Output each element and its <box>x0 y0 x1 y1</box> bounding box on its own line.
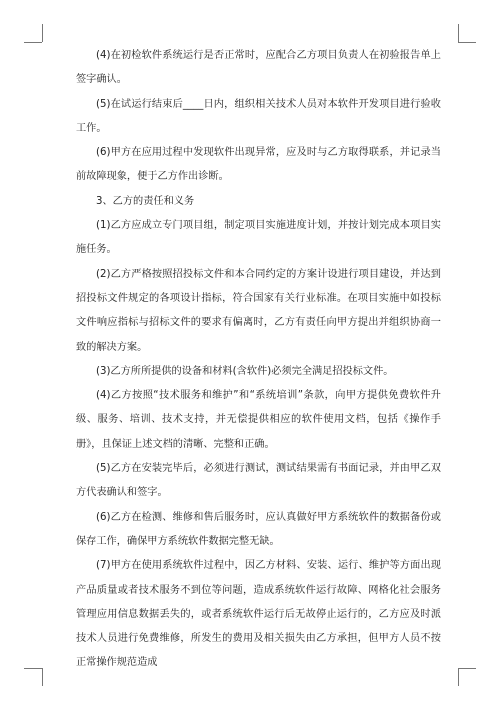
paragraph: (6)甲方在应用过程中发现软件出现异常，应及时与乙方取得联系，并记录当前故障现象，便于乙方作出诊断。 <box>76 147 441 183</box>
paragraph: (5)在试运行结束后____日内，组织相关技术人员对本软件开发项目进行验收工作。 <box>76 98 441 134</box>
paragraph: (6)乙方在检测、维修和售后服务时，应认真做好甲方系统软件的数据备份或保存工作，确保甲方系统软件数据完整无缺。 <box>76 511 441 547</box>
paragraph: (4)乙方按照“技术服务和维护”和“系统培训”条款，向甲方提供免费软件升级、服务、培训、技术支持，并无偿提供相应的软件使用文档，包括《操作手册》，且保证上述文档的清晰、完整和正确。 <box>76 390 441 450</box>
paragraph: (4)在初检软件系统运行是否正常时，应配合乙方项目负责人在初验报告单上签字确认。 <box>76 50 441 86</box>
paragraph: (2)乙方严格按照招投标文件和本合同约定的方案计设进行项目建设，并达到招投标文件规定的各项设计指标，符合国家有关行业标准。在项目实施中如投标文件响应指标与招标文件的要求有偏离时，乙方有责任向甲方提出并组织协商一致的解决方案。 <box>76 268 441 353</box>
paragraph: (1)乙方应成立专门项目组，制定项目实施进度计划，并按计划完成本项目实施任务。 <box>76 220 441 256</box>
paragraph: (3)乙方所所提供的设备和材料(含软件)必须完全满足招投标文件。 <box>96 365 394 377</box>
document-body <box>76 44 441 676</box>
paragraph: (5)乙方在安装完毕后，必须进行测试，测试结果需有书面记录，并由甲乙双方代表确认和签字。 <box>76 463 441 499</box>
section-heading: 3、乙方的责任和义务 <box>96 195 195 207</box>
paragraph: (7)甲方在使用系统软件过程中，因乙方材料、安装、运行、维护等方面出现产品质量或者技术服务不到位等问题，造成系统软件运行故障、网格化社会服务管理应用信息数据丢失的，或者系统软件运行后无故停止运行的，乙方应及时派技术人员进行免费维修，所发生的费用及相关损失由乙方承担，但甲方人员不按正常操作规范造成 <box>76 560 441 669</box>
